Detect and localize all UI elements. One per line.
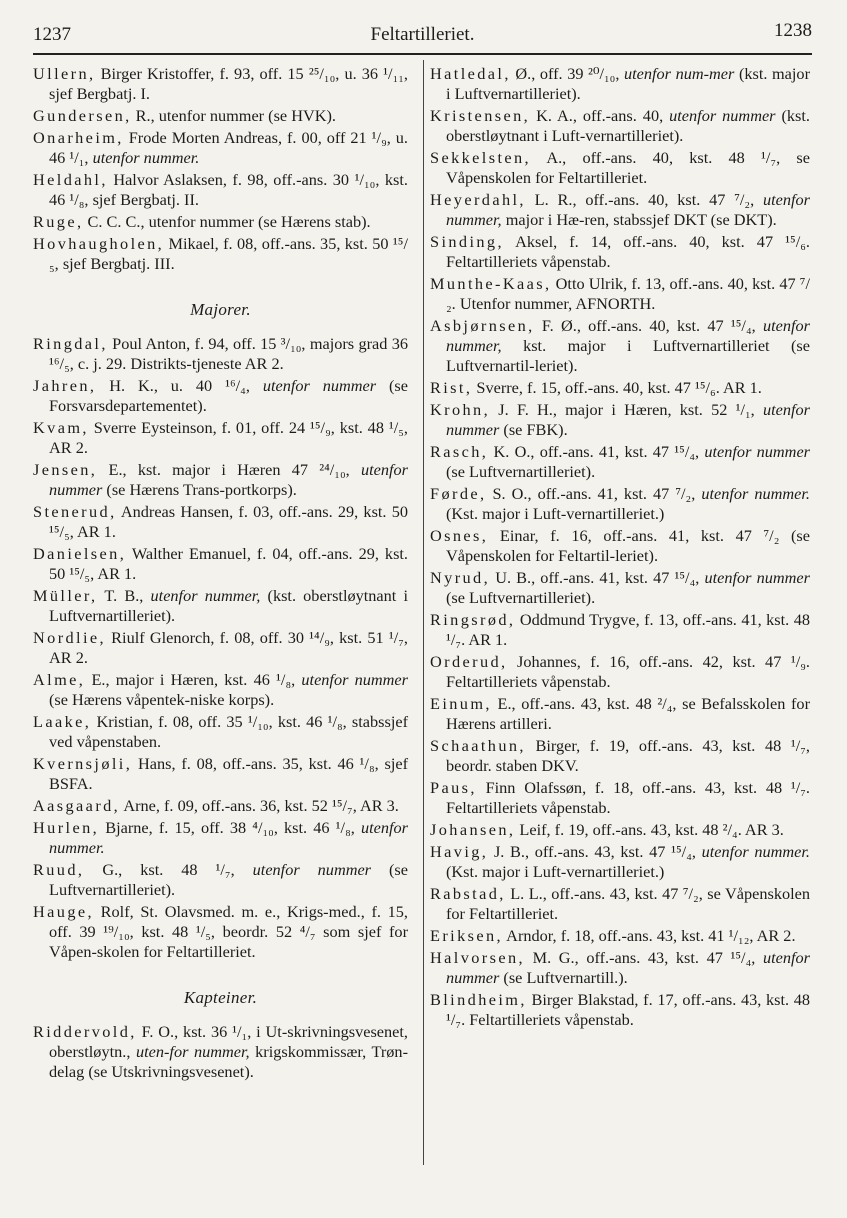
entry-text: K. A., off.-ans. 40, xyxy=(530,106,670,125)
entry-text: Aksel, f. 14, off.-ans. 40, kst. 47 ¹⁵/₆. Feltartilleriets våpenstab. xyxy=(446,232,810,271)
entry-italic: utenfor nummer xyxy=(446,948,810,987)
header-rule xyxy=(33,53,812,55)
entry-text: C. C. C., utenfor nummer (se Hærens stab). xyxy=(83,212,371,231)
entry-surname: Nordlie, xyxy=(33,628,107,647)
entry-text: J. B., off.-ans. 43, kst. 47 ¹⁵/₄, xyxy=(488,842,702,861)
roster-entry xyxy=(430,610,810,650)
roster-entry xyxy=(430,274,810,314)
entry-italic: utenfor num-mer xyxy=(623,64,735,83)
entry-text: Kristian, f. 08, off. 35 ¹/₁₀, kst. 46 ¹/₈, stabssjef ved våpenstaben. xyxy=(49,712,408,751)
entry-text: G., kst. 48 ¹/₇, xyxy=(84,860,253,879)
entry-text-after: krigskommissær, Trøn-delag (se Utskrivningsvesenet). xyxy=(49,1042,408,1081)
roster-entry xyxy=(430,884,810,924)
roster-entry xyxy=(430,778,810,818)
roster-entry xyxy=(430,568,810,608)
entry-italic: utenfor nummer. xyxy=(701,484,810,503)
entry-surname: Halvorsen, xyxy=(430,948,525,967)
page-header xyxy=(33,20,812,52)
entry-text-after: (se Luftvernartilleriet). xyxy=(446,462,596,481)
roster-entry xyxy=(33,712,408,752)
entry-text-after: (Kst. major i Luft-vernartilleriet.) xyxy=(446,862,665,881)
entry-italic: utenfor nummer xyxy=(262,376,377,395)
entry-surname: Aasgaard, xyxy=(33,796,121,815)
entries-right xyxy=(430,64,810,1030)
entry-text-after: (se Luftvernartill.). xyxy=(499,968,628,987)
entry-italic: utenfor nummer xyxy=(252,860,372,879)
entry-text: Mikael, f. 08, off.-ans. 35, kst. 50 ¹⁵/₅, sjef Bergbatj. III. xyxy=(49,234,408,273)
roster-entry xyxy=(430,736,810,776)
entry-text: E., major i Hæren, kst. 46 ¹/₈, xyxy=(85,670,302,689)
entry-italic: uten-for nummer, xyxy=(135,1042,250,1061)
roster-entry xyxy=(430,820,810,840)
roster-entry xyxy=(33,128,408,168)
roster-entry xyxy=(430,442,810,482)
roster-entry xyxy=(430,926,810,946)
entry-surname: Ringdal, xyxy=(33,334,108,353)
entry-surname: Onarheim, xyxy=(33,128,124,147)
entry-surname: Ullern, xyxy=(33,64,96,83)
entries-top xyxy=(33,64,408,274)
roster-entry xyxy=(33,64,408,104)
roster-entry xyxy=(430,842,810,882)
entry-surname: Kristensen, xyxy=(430,106,531,125)
entry-surname: Rasch, xyxy=(430,442,489,461)
entry-italic: utenfor nummer, xyxy=(446,316,810,355)
entry-text: K. O., off.-ans. 41, kst. 47 ¹⁵/₄, xyxy=(488,442,705,461)
entry-surname: Nyrud, xyxy=(430,568,491,587)
entry-surname: Gundersen, xyxy=(33,106,132,125)
entry-surname: Krohn, xyxy=(430,400,491,419)
roster-entry xyxy=(33,860,408,900)
entry-surname: Rabstad, xyxy=(430,884,506,903)
entry-surname: Rist, xyxy=(430,378,473,397)
roster-entry xyxy=(33,796,408,816)
entry-surname: Heyerdahl, xyxy=(430,190,526,209)
entry-text: E., off.-ans. 43, kst. 48 ²/₄, se Befalsskolen for Hærens artilleri. xyxy=(446,694,810,733)
entry-surname: Osnes, xyxy=(430,526,489,545)
roster-entry xyxy=(430,526,810,566)
entry-italic: utenfor nummer xyxy=(669,106,776,125)
entry-italic: utenfor nummer xyxy=(301,670,408,689)
entry-surname: Danielsen, xyxy=(33,544,127,563)
entry-text-after: (se Luftvernartilleriet). xyxy=(49,860,408,899)
entry-surname: Blindheim, xyxy=(430,990,527,1009)
entry-italic: utenfor nummer xyxy=(704,568,810,587)
entry-text: Finn Olafssøn, f. 18, off.-ans. 43, kst. 48 ¹/₇. Feltartilleriets våpenstab. xyxy=(446,778,810,817)
entry-text-after: kst. major i Luftvernartilleriet (se Luftvernartil-leriet). xyxy=(446,336,810,375)
roster-entry xyxy=(33,544,408,584)
entry-surname: Jensen, xyxy=(33,460,98,479)
entry-text: Walther Emanuel, f. 04, off.-ans. 29, kst. 50 ¹⁵/₅, AR 1. xyxy=(49,544,408,583)
roster-entry xyxy=(430,148,810,188)
roster-entry xyxy=(33,334,408,374)
entry-text: Birger Kristoffer, f. 93, off. 15 ²⁵/₁₀, u. 36 ¹/₁₁, sjef Bergbatj. I. xyxy=(49,64,408,103)
entry-italic: utenfor nummer. xyxy=(49,818,408,857)
entry-text: Leif, f. 19, off.-ans. 43, kst. 48 ²/₄. AR 3. xyxy=(515,820,784,839)
entry-surname: Kvam, xyxy=(33,418,89,437)
entry-surname: Hauge, xyxy=(33,902,94,921)
entry-italic: utenfor nummer xyxy=(704,442,811,461)
entry-text: Arne, f. 09, off.-ans. 36, kst. 52 ¹⁵/₇, AR 3. xyxy=(120,796,399,815)
roster-entry xyxy=(33,170,408,210)
entry-surname: Hovhaugholen, xyxy=(33,234,165,253)
entry-text: J. F. H., major i Hæren, kst. 52 ¹/₁, xyxy=(490,400,763,419)
entry-text: Birger Blakstad, f. 17, off.-ans. 43, kst. 48 ¹/₇. Feltartilleriets våpenstab. xyxy=(446,990,810,1029)
entry-text: Hans, f. 08, off.-ans. 35, kst. 46 ¹/₈, sjef BSFA. xyxy=(49,754,408,793)
running-title: Feltartilleriet. xyxy=(370,24,475,45)
roster-entry xyxy=(33,902,408,962)
entry-text: T. B., xyxy=(97,586,151,605)
entry-surname: Havig, xyxy=(430,842,489,861)
roster-entry xyxy=(430,694,810,734)
roster-entry xyxy=(33,1022,408,1082)
entry-text: L. L., off.-ans. 43, kst. 47 ⁷/₂, se Våpenskolen for Feltartilleriet. xyxy=(446,884,810,923)
entry-text: S. O., off.-ans. 41, kst. 47 ⁷/₂, xyxy=(486,484,702,503)
roster-entry xyxy=(430,64,810,104)
entry-surname: Sinding, xyxy=(430,232,504,251)
entry-surname: Heldahl, xyxy=(33,170,108,189)
entry-text: Birger, f. 19, off.-ans. 43, kst. 48 ¹/₇, beordr. staben DKV. xyxy=(446,736,810,775)
roster-entry xyxy=(430,400,810,440)
roster-entry xyxy=(33,376,408,416)
entry-text-after: (se Luftvernartilleriet). xyxy=(446,588,596,607)
entry-text: R., utenfor nummer (se HVK). xyxy=(131,106,336,125)
section-heading-kapteiner: Kapteiner. xyxy=(183,988,258,1007)
entries-kapteiner xyxy=(33,1022,408,1082)
roster-entry xyxy=(33,460,408,500)
roster-entry xyxy=(430,316,810,376)
entry-italic: utenfor nummer. xyxy=(701,842,810,861)
entry-text: Halvor Aslaksen, f. 98, off.-ans. 30 ¹/₁₀, kst. 46 ¹/₈, sjef Bergbatj. II. xyxy=(49,170,408,209)
entry-surname: Førde, xyxy=(430,484,487,503)
entry-surname: Asbjørnsen, xyxy=(430,316,535,335)
entry-text-after: major i Hæ-ren, stabssjef DKT (se DKT). xyxy=(501,210,777,229)
entry-italic: utenfor nummer xyxy=(49,460,408,499)
entry-surname: Ruge, xyxy=(33,212,84,231)
entry-surname: Ruud, xyxy=(33,860,85,879)
left-column xyxy=(33,64,408,1084)
right-column xyxy=(430,64,810,1032)
entry-surname: Laake, xyxy=(33,712,92,731)
roster-entry xyxy=(430,190,810,230)
entry-text: Sverre, f. 15, off.-ans. 40, kst. 47 ¹⁵/₆. AR 1. xyxy=(472,378,762,397)
entries-majorer xyxy=(33,334,408,962)
entry-text: F. O., kst. 36 ¹/₁, i Ut-skrivningsvesenet, oberstløytn., xyxy=(49,1022,408,1061)
entry-italic: utenfor nummer, xyxy=(150,586,261,605)
entry-surname: Stenerud, xyxy=(33,502,117,521)
entry-text-after: (kst. oberstløytnant i Luft-vernartilleriet). xyxy=(446,106,810,145)
entry-text: L. R., off.-ans. 40, kst. 47 ⁷/₂, xyxy=(525,190,763,209)
entry-surname: Jahren, xyxy=(33,376,97,395)
roster-entry xyxy=(33,212,408,232)
entry-italic: utenfor nummer. xyxy=(92,148,200,167)
entry-text: Riulf Glenorch, f. 08, off. 30 ¹⁴/₉, kst. 51 ¹/₇, AR 2. xyxy=(49,628,408,667)
entry-text: M. G., off.-ans. 43, kst. 47 ¹⁵/₄, xyxy=(524,948,763,967)
entry-text: Bjarne, f. 15, off. 38 ⁴/₁₀, kst. 46 ¹/₈, xyxy=(99,818,361,837)
entry-surname: Orderud, xyxy=(430,652,508,671)
entry-surname: Paus, xyxy=(430,778,477,797)
entry-text: Rolf, St. Olavsmed. m. e., Krigs-med., f. 15, off. 39 ¹⁹/₁₀, kst. 48 ¹/₅, beordr. 52 ⁴/₇ som sjef for Våpen-skolen for Feltartilleriet. xyxy=(49,902,408,961)
entry-text: U. B., off.-ans. 41, kst. 47 ¹⁵/₄, xyxy=(490,568,705,587)
roster-entry xyxy=(33,106,408,126)
entry-text: Oddmund Trygve, f. 13, off.-ans. 41, kst. 48 ¹/₇. AR 1. xyxy=(446,610,810,649)
entry-text: Otto Ulrik, f. 13, off.-ans. 40, kst. 47 ⁷/₂. Utenfor nummer, AFNORTH. xyxy=(446,274,810,313)
entry-surname: Riddervold, xyxy=(33,1022,137,1041)
roster-entry xyxy=(430,106,810,146)
roster-entry xyxy=(430,484,810,524)
entry-surname: Munthe-Kaas, xyxy=(430,274,552,293)
entry-text: A., off.-ans. 40, kst. 48 ¹/₇, se Våpenskolen for Feltartilleriet. xyxy=(446,148,810,187)
entry-surname: Ringsrød, xyxy=(430,610,516,629)
entry-surname: Alme, xyxy=(33,670,86,689)
entry-surname: Einum, xyxy=(430,694,492,713)
entry-italic: utenfor nummer, xyxy=(446,190,810,229)
entry-text: Einar, f. 16, off.-ans. 41, kst. 47 ⁷/₂ (se Våpenskolen for Feltartil-leriet). xyxy=(446,526,810,565)
entry-text: Ø., off. 39 ²⁰/₁₀, xyxy=(510,64,624,83)
entry-text-after: (kst. oberstløytnant i Luftvernartilleriet). xyxy=(49,586,409,625)
page-number-left: 1237 xyxy=(33,24,71,45)
entry-surname: Johansen, xyxy=(430,820,516,839)
page-number-right: 1238 xyxy=(774,20,812,41)
roster-entry xyxy=(430,948,810,988)
column-divider xyxy=(423,60,424,1165)
roster-entry xyxy=(33,586,408,626)
entry-text: F. Ø., off.-ans. 40, kst. 47 ¹⁵/₄, xyxy=(534,316,763,335)
roster-entry xyxy=(430,232,810,272)
entry-text: Andreas Hansen, f. 03, off.-ans. 29, kst. 50 ¹⁵/₅, AR 1. xyxy=(49,502,408,541)
entry-text: Johannes, f. 16, off.-ans. 42, kst. 47 ¹/₉. Feltartilleriets våpenstab. xyxy=(446,652,810,691)
entry-text-after: (se Forsvarsdepartementet). xyxy=(49,376,408,415)
roster-entry xyxy=(430,378,810,398)
entry-surname: Schaathun, xyxy=(430,736,526,755)
entry-text: H. K., u. 40 ¹⁶/₄, xyxy=(96,376,263,395)
section-heading-majorer: Majorer. xyxy=(190,300,251,319)
entry-surname: Sekkelsten, xyxy=(430,148,532,167)
roster-entry xyxy=(33,670,408,710)
entry-text: Frode Morten Andreas, f. 00, off 21 ¹/₉, u. 46 ¹/₁, xyxy=(49,128,408,167)
entry-text-after: (Kst. major i Luft-vernartilleriet.) xyxy=(446,504,665,523)
roster-entry xyxy=(33,628,408,668)
entry-surname: Müller, xyxy=(33,586,98,605)
entry-surname: Eriksen, xyxy=(430,926,504,945)
entry-text: Poul Anton, f. 94, off. 15 ³/₁₀, majors grad 36 ¹⁶/₅, c. j. 29. Distrikts-tjeneste AR 2. xyxy=(49,334,408,373)
roster-entry xyxy=(33,818,408,858)
entry-text: E., kst. major i Hæren 47 ²⁴/₁₀, xyxy=(97,460,361,479)
roster-entry xyxy=(33,502,408,542)
roster-entry xyxy=(430,990,810,1030)
entry-surname: Hatledal, xyxy=(430,64,511,83)
entry-text: Sverre Eysteinson, f. 01, off. 24 ¹⁵/₉, kst. 48 ¹/₅, AR 2. xyxy=(49,418,408,457)
roster-entry xyxy=(33,754,408,794)
entry-italic: utenfor nummer xyxy=(446,400,810,439)
entry-text-after: (kst. major i Luftvernartilleriet). xyxy=(446,64,810,103)
roster-entry xyxy=(430,652,810,692)
entry-text-after: (se Hærens våpentek-niske korps). xyxy=(49,690,275,709)
entry-text: Arndor, f. 18, off.-ans. 43, kst. 41 ¹/₁₂, AR 2. xyxy=(503,926,796,945)
entry-surname: Hurlen, xyxy=(33,818,100,837)
entry-text-after: (se Hærens Trans-portkorps). xyxy=(102,480,297,499)
entry-text-after: (se FBK). xyxy=(499,420,568,439)
entry-surname: Kvernsjøli, xyxy=(33,754,133,773)
roster-entry xyxy=(33,418,408,458)
roster-entry xyxy=(33,234,408,274)
